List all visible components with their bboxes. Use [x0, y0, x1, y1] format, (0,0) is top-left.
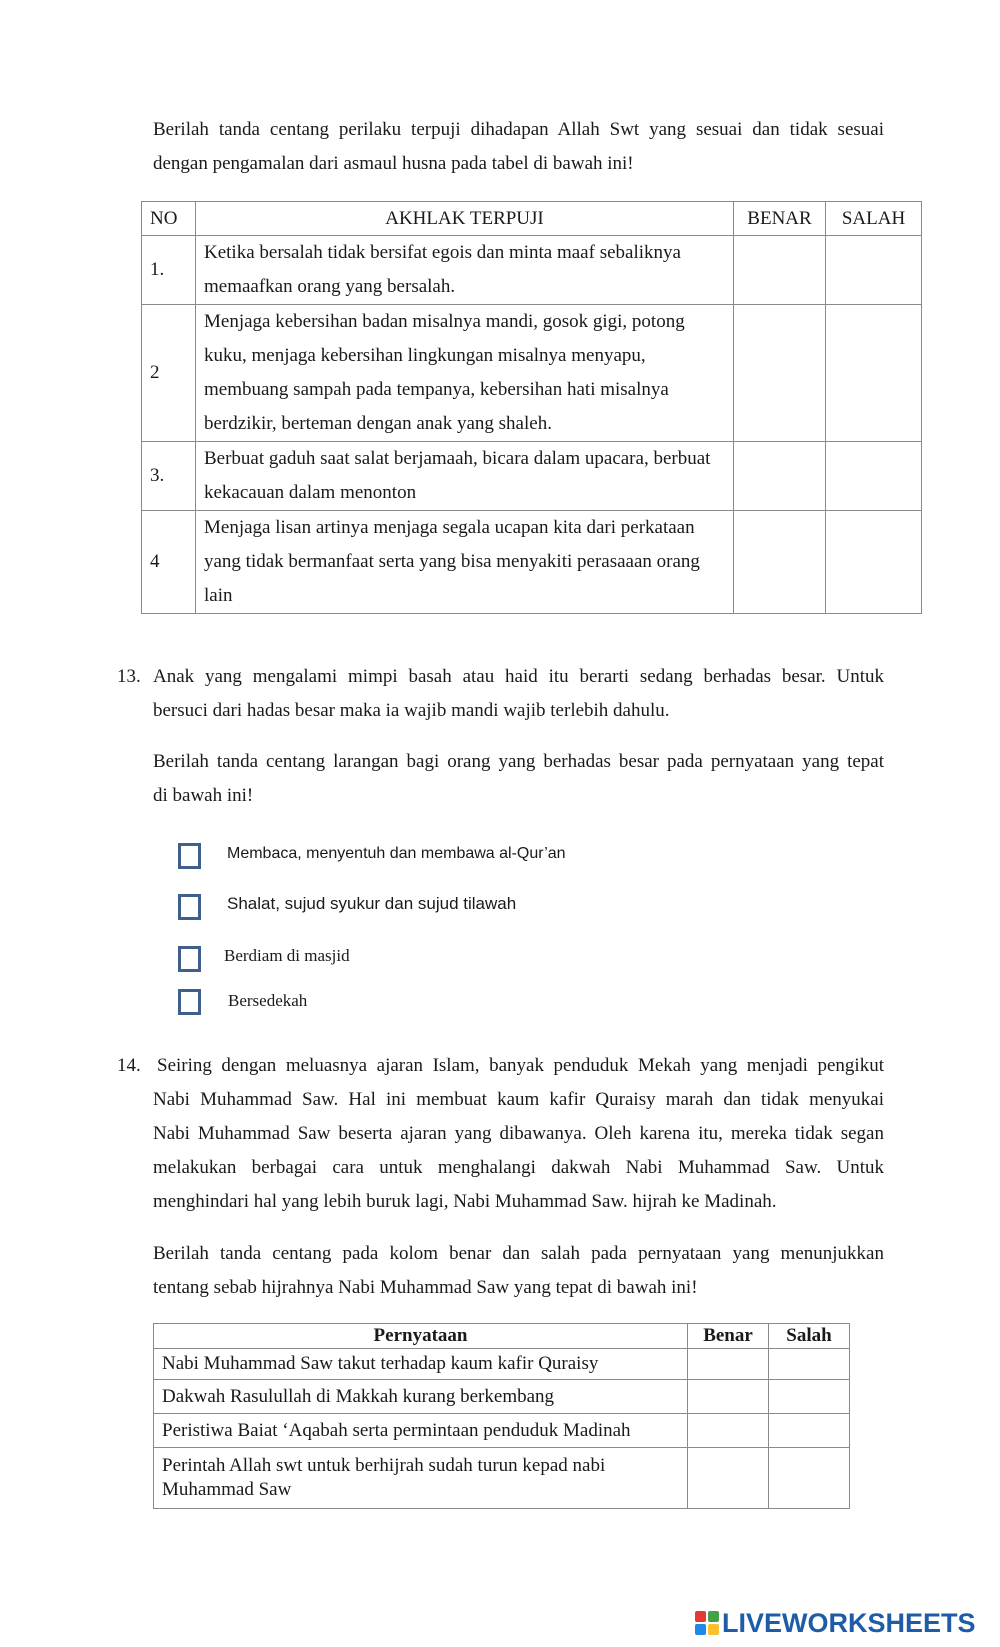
- salah-cell[interactable]: [769, 1349, 850, 1380]
- row-statement: [196, 511, 734, 614]
- statement-line: Berbuat gaduh saat salat berjamaah, bicara dalam upacara, berbuat: [204, 448, 711, 469]
- salah-cell[interactable]: [769, 1414, 850, 1448]
- statement-cell: Dakwah Rasulullah di Makkah kurang berkembang: [154, 1380, 688, 1414]
- header-salah: SALAH: [826, 202, 922, 236]
- question-14-instruction: [153, 1237, 884, 1305]
- salah-cell[interactable]: [826, 305, 922, 442]
- table-header-row: [154, 1324, 850, 1349]
- benar-cell[interactable]: [734, 442, 826, 511]
- intro-line-1: Berilah tanda centang perilaku terpuji dihadapan Allah Swt yang sesuai dan tidak sesuai: [153, 119, 884, 140]
- salah-cell[interactable]: [826, 236, 922, 305]
- table-header-row: [142, 202, 922, 236]
- q14-instr-line-2: tentang sebab hijrahnya Nabi Muhammad Saw yang tepat di bawah ini!: [153, 1277, 698, 1298]
- benar-cell[interactable]: [734, 511, 826, 614]
- statement-line: Perintah Allah swt untuk berhijrah sudah turun kepad nabi: [162, 1455, 606, 1476]
- option-checkbox[interactable]: [178, 894, 201, 920]
- question-13-text: [153, 660, 884, 728]
- q14-line: Seiring dengan meluasnya ajaran Islam, banyak penduduk Mekah yang menjadi pengikut: [157, 1055, 884, 1076]
- header-no: NO: [142, 202, 196, 236]
- logo-block: [695, 1611, 706, 1622]
- question-14-number: 14.: [117, 1055, 141, 1076]
- question-13-instruction: [153, 745, 884, 813]
- q14-line: Nabi Muhammad Saw beserta ajaran yang dibawanya. Oleh karena itu, mereka tidak segan: [153, 1123, 884, 1144]
- benar-cell[interactable]: [688, 1448, 769, 1509]
- benar-cell[interactable]: [734, 236, 826, 305]
- option-checkbox[interactable]: [178, 843, 201, 869]
- header-akhlak: AKHLAK TERPUJI: [196, 202, 734, 236]
- logo-text: LIVEWORKSHEETS: [722, 1607, 976, 1638]
- statement-line: memaafkan orang yang bersalah.: [204, 276, 456, 297]
- statement-line: kuku, menjaga kebersihan lingkungan misalnya menyapu,: [204, 345, 646, 366]
- statement-line: lain: [204, 585, 233, 606]
- option-checkbox[interactable]: [178, 989, 201, 1015]
- option-checkbox[interactable]: [178, 946, 201, 972]
- row-number: 1.: [142, 236, 196, 305]
- q14-line: menghindari hal yang lebih buruk lagi, Nabi Muhammad Saw. hijrah ke Madinah.: [153, 1191, 777, 1212]
- row-statement: [196, 236, 734, 305]
- benar-cell[interactable]: [688, 1414, 769, 1448]
- header-pernyataan: Pernyataan: [154, 1324, 688, 1349]
- statement-line: berdzikir, berteman dengan anak yang shaleh.: [204, 413, 552, 434]
- hijrah-table: [153, 1323, 850, 1509]
- row-statement: [196, 305, 734, 442]
- q13-instr-line-2: di bawah ini!: [153, 785, 254, 806]
- statement-line: Menjaga lisan artinya menjaga segala ucapan kita dari perkataan: [204, 517, 695, 538]
- table-row: [142, 511, 922, 614]
- q13-line-2: bersuci dari hadas besar maka ia wajib mandi wajib terlebih dahulu.: [153, 700, 670, 721]
- row-number: 4: [142, 511, 196, 614]
- table-row: [154, 1349, 850, 1380]
- intro-paragraph: [153, 113, 884, 181]
- q13-line-1: Anak yang mengalami mimpi basah atau haid itu berarti sedang berhadas besar. Untuk: [153, 666, 884, 687]
- q14-line: Nabi Muhammad Saw. Hal ini membuat kaum kafir Quraisy marah dan tidak menyukai: [153, 1089, 884, 1110]
- table-row: [142, 236, 922, 305]
- option-label: Berdiam di masjid: [224, 946, 350, 965]
- benar-cell[interactable]: [688, 1349, 769, 1380]
- header-benar: BENAR: [734, 202, 826, 236]
- option-label: Membaca, menyentuh dan membawa al-Qur’an: [227, 845, 566, 862]
- row-number: 3.: [142, 442, 196, 511]
- benar-cell[interactable]: [734, 305, 826, 442]
- salah-cell[interactable]: [826, 511, 922, 614]
- header-benar: Benar: [688, 1324, 769, 1349]
- table-row: [154, 1414, 850, 1448]
- logo-blocks-icon: [695, 1611, 719, 1635]
- q14-instr-line-1: Berilah tanda centang pada kolom benar dan salah pada pernyataan yang menunjukkan: [153, 1243, 884, 1264]
- option-label: Shalat, sujud syukur dan sujud tilawah: [227, 894, 517, 913]
- statement-line: kekacauan dalam menonton: [204, 482, 417, 503]
- statement-cell: Peristiwa Baiat ‘Aqabah serta permintaan penduduk Madinah: [154, 1414, 688, 1448]
- logo-block: [708, 1624, 719, 1635]
- logo-block: [695, 1624, 706, 1635]
- salah-cell[interactable]: [826, 442, 922, 511]
- row-statement: [196, 442, 734, 511]
- benar-cell[interactable]: [688, 1380, 769, 1414]
- q14-line: melakukan berbagai cara untuk menghalangi dakwah Nabi Muhammad Saw. Untuk: [153, 1157, 884, 1178]
- statement-cell: Nabi Muhammad Saw takut terhadap kaum kafir Quraisy: [154, 1349, 688, 1380]
- salah-cell[interactable]: [769, 1380, 850, 1414]
- statement-cell: [154, 1448, 688, 1509]
- question-13-number: 13.: [117, 666, 141, 687]
- q13-instr-line-1: Berilah tanda centang larangan bagi orang yang berhadas besar pada pernyataan yang tepat: [153, 751, 884, 772]
- statement-line: Muhammad Saw: [162, 1479, 292, 1500]
- statement-line: Menjaga kebersihan badan misalnya mandi, gosok gigi, potong: [204, 311, 685, 332]
- statement-line: yang tidak bermanfaat serta yang bisa menyakiti perasaaan orang: [204, 551, 700, 572]
- header-salah: Salah: [769, 1324, 850, 1349]
- row-number: 2: [142, 305, 196, 442]
- liveworksheets-logo: [695, 1609, 976, 1637]
- table-row: [142, 305, 922, 442]
- question-14-text: [153, 1049, 884, 1219]
- table-row: [154, 1380, 850, 1414]
- akhlak-table: [141, 201, 922, 614]
- table-row: [142, 442, 922, 511]
- statement-line: membuang sampah pada tempanya, kebersihan hati misalnya: [204, 379, 669, 400]
- salah-cell[interactable]: [769, 1448, 850, 1509]
- table-row: [154, 1448, 850, 1509]
- intro-line-2: dengan pengamalan dari asmaul husna pada tabel di bawah ini!: [153, 153, 634, 174]
- option-label: Bersedekah: [228, 991, 308, 1010]
- statement-line: Ketika bersalah tidak bersifat egois dan minta maaf sebaliknya: [204, 242, 681, 263]
- logo-block: [708, 1611, 719, 1622]
